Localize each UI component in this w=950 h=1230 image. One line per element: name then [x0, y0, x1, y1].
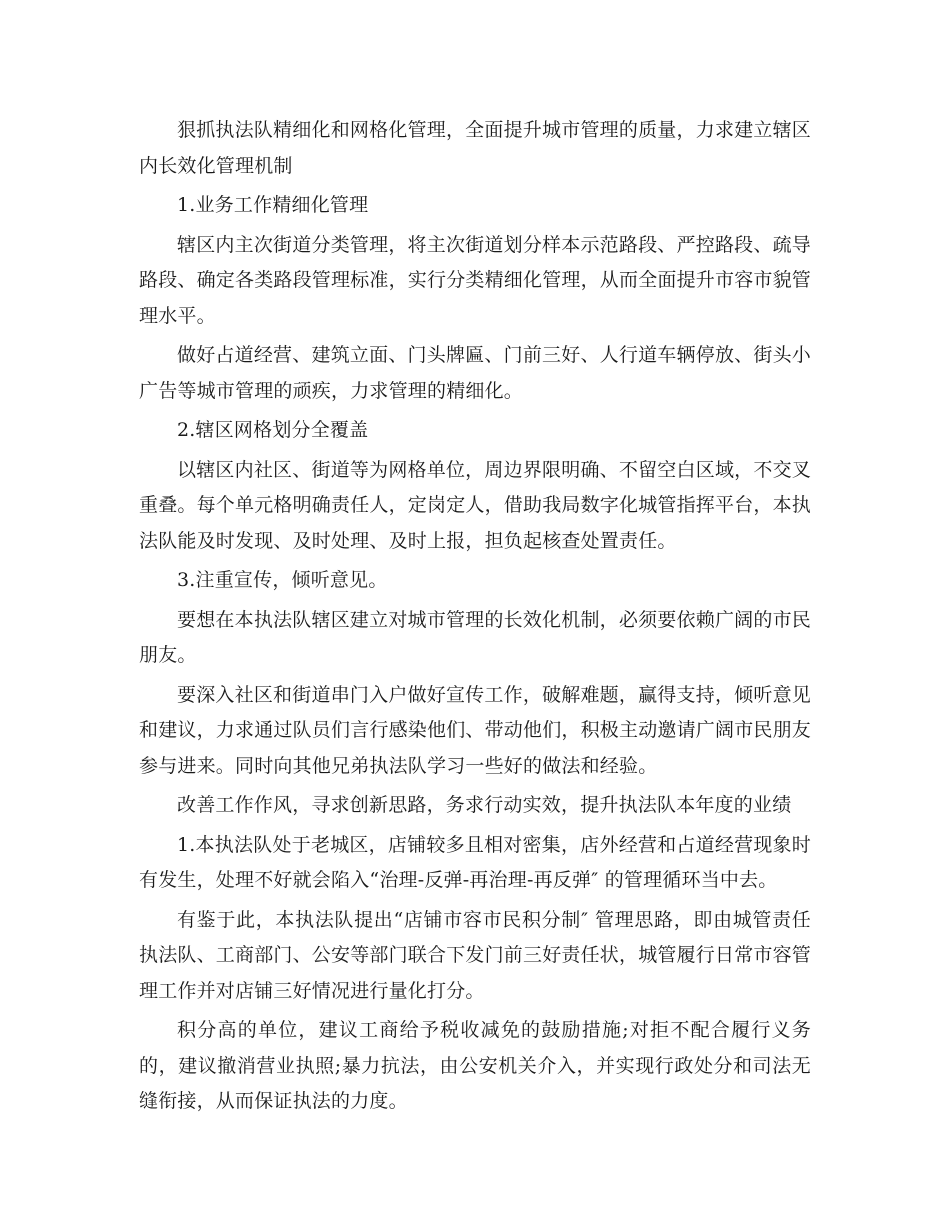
paragraph: 要想在本执法队辖区建立对城市管理的长效化机制，必须要依赖广阔的市民朋友。	[139, 608, 811, 666]
paragraph: 1.本执法队处于老城区，店铺较多且相对密集，店外经营和占道经营现象时有发生，处理不好就会陷入“治理-反弹-再治理-再反弹″ 的管理循环当中去。	[139, 833, 811, 891]
paragraph: 辖区内主次街道分类管理，将主次街道划分样本示范路段、严控路段、疏导路段、确定各类路段管理标准，实行分类精细化管理，从而全面提升市容市貌管理水平。	[139, 233, 812, 327]
section-heading-2: 2.辖区网格划分全覆盖	[177, 419, 369, 441]
paragraph: 做好占道经营、建筑立面、门头牌匾、门前三好、人行道车辆停放、街头小广告等城市管理的顽疾，力求管理的精细化。	[139, 344, 811, 402]
section-heading-3: 3.注重宣传，倾听意见。	[177, 569, 388, 591]
section-heading-1: 1.业务工作精细化管理	[177, 194, 369, 216]
document-body	[139, 113, 811, 1124]
paragraph-intro: 狠抓执法队精细化和网格化管理，全面提升城市管理的质量，力求建立辖区内长效化管理机制	[139, 119, 811, 177]
paragraph: 积分高的单位，建议工商给予税收减免的鼓励措施;对拒不配合履行义务的，建议撤消营业执照;暴力抗法，由公安机关介入，并实现行政处分和司法无缝衔接，从而保证执法的力度。	[139, 1019, 811, 1112]
paragraph-section-title: 改善工作作风，寻求创新思路，务求行动实效，提升执法队本年度的业绩	[177, 794, 792, 816]
paragraph: 要深入社区和街道串门入户做好宣传工作，破解难题，赢得支持，倾听意见和建议，力求通过队员们言行感染他们、带动他们，积极主动邀请广阔市民朋友参与进来。同时向其他兄弟执法队学习一些好的做法和经验。	[139, 683, 812, 777]
paragraph: 有鉴于此，本执法队提出“店铺市容市民积分制″ 管理思路，即由城管责任执法队、工商部门、公安等部门联合下发门前三好责任状，城管履行日常市容管理工作并对店铺三好情况进行量化打分。	[139, 908, 812, 1002]
paragraph: 以辖区内社区、街道等为网格单位，周边界限明确、不留空白区域，不交叉重叠。每个单元格明确责任人，定岗定人，借助我局数字化城管指挥平台，本执法队能及时发现、及时处理、及时上报，担负起核查处置责任。	[139, 458, 812, 552]
